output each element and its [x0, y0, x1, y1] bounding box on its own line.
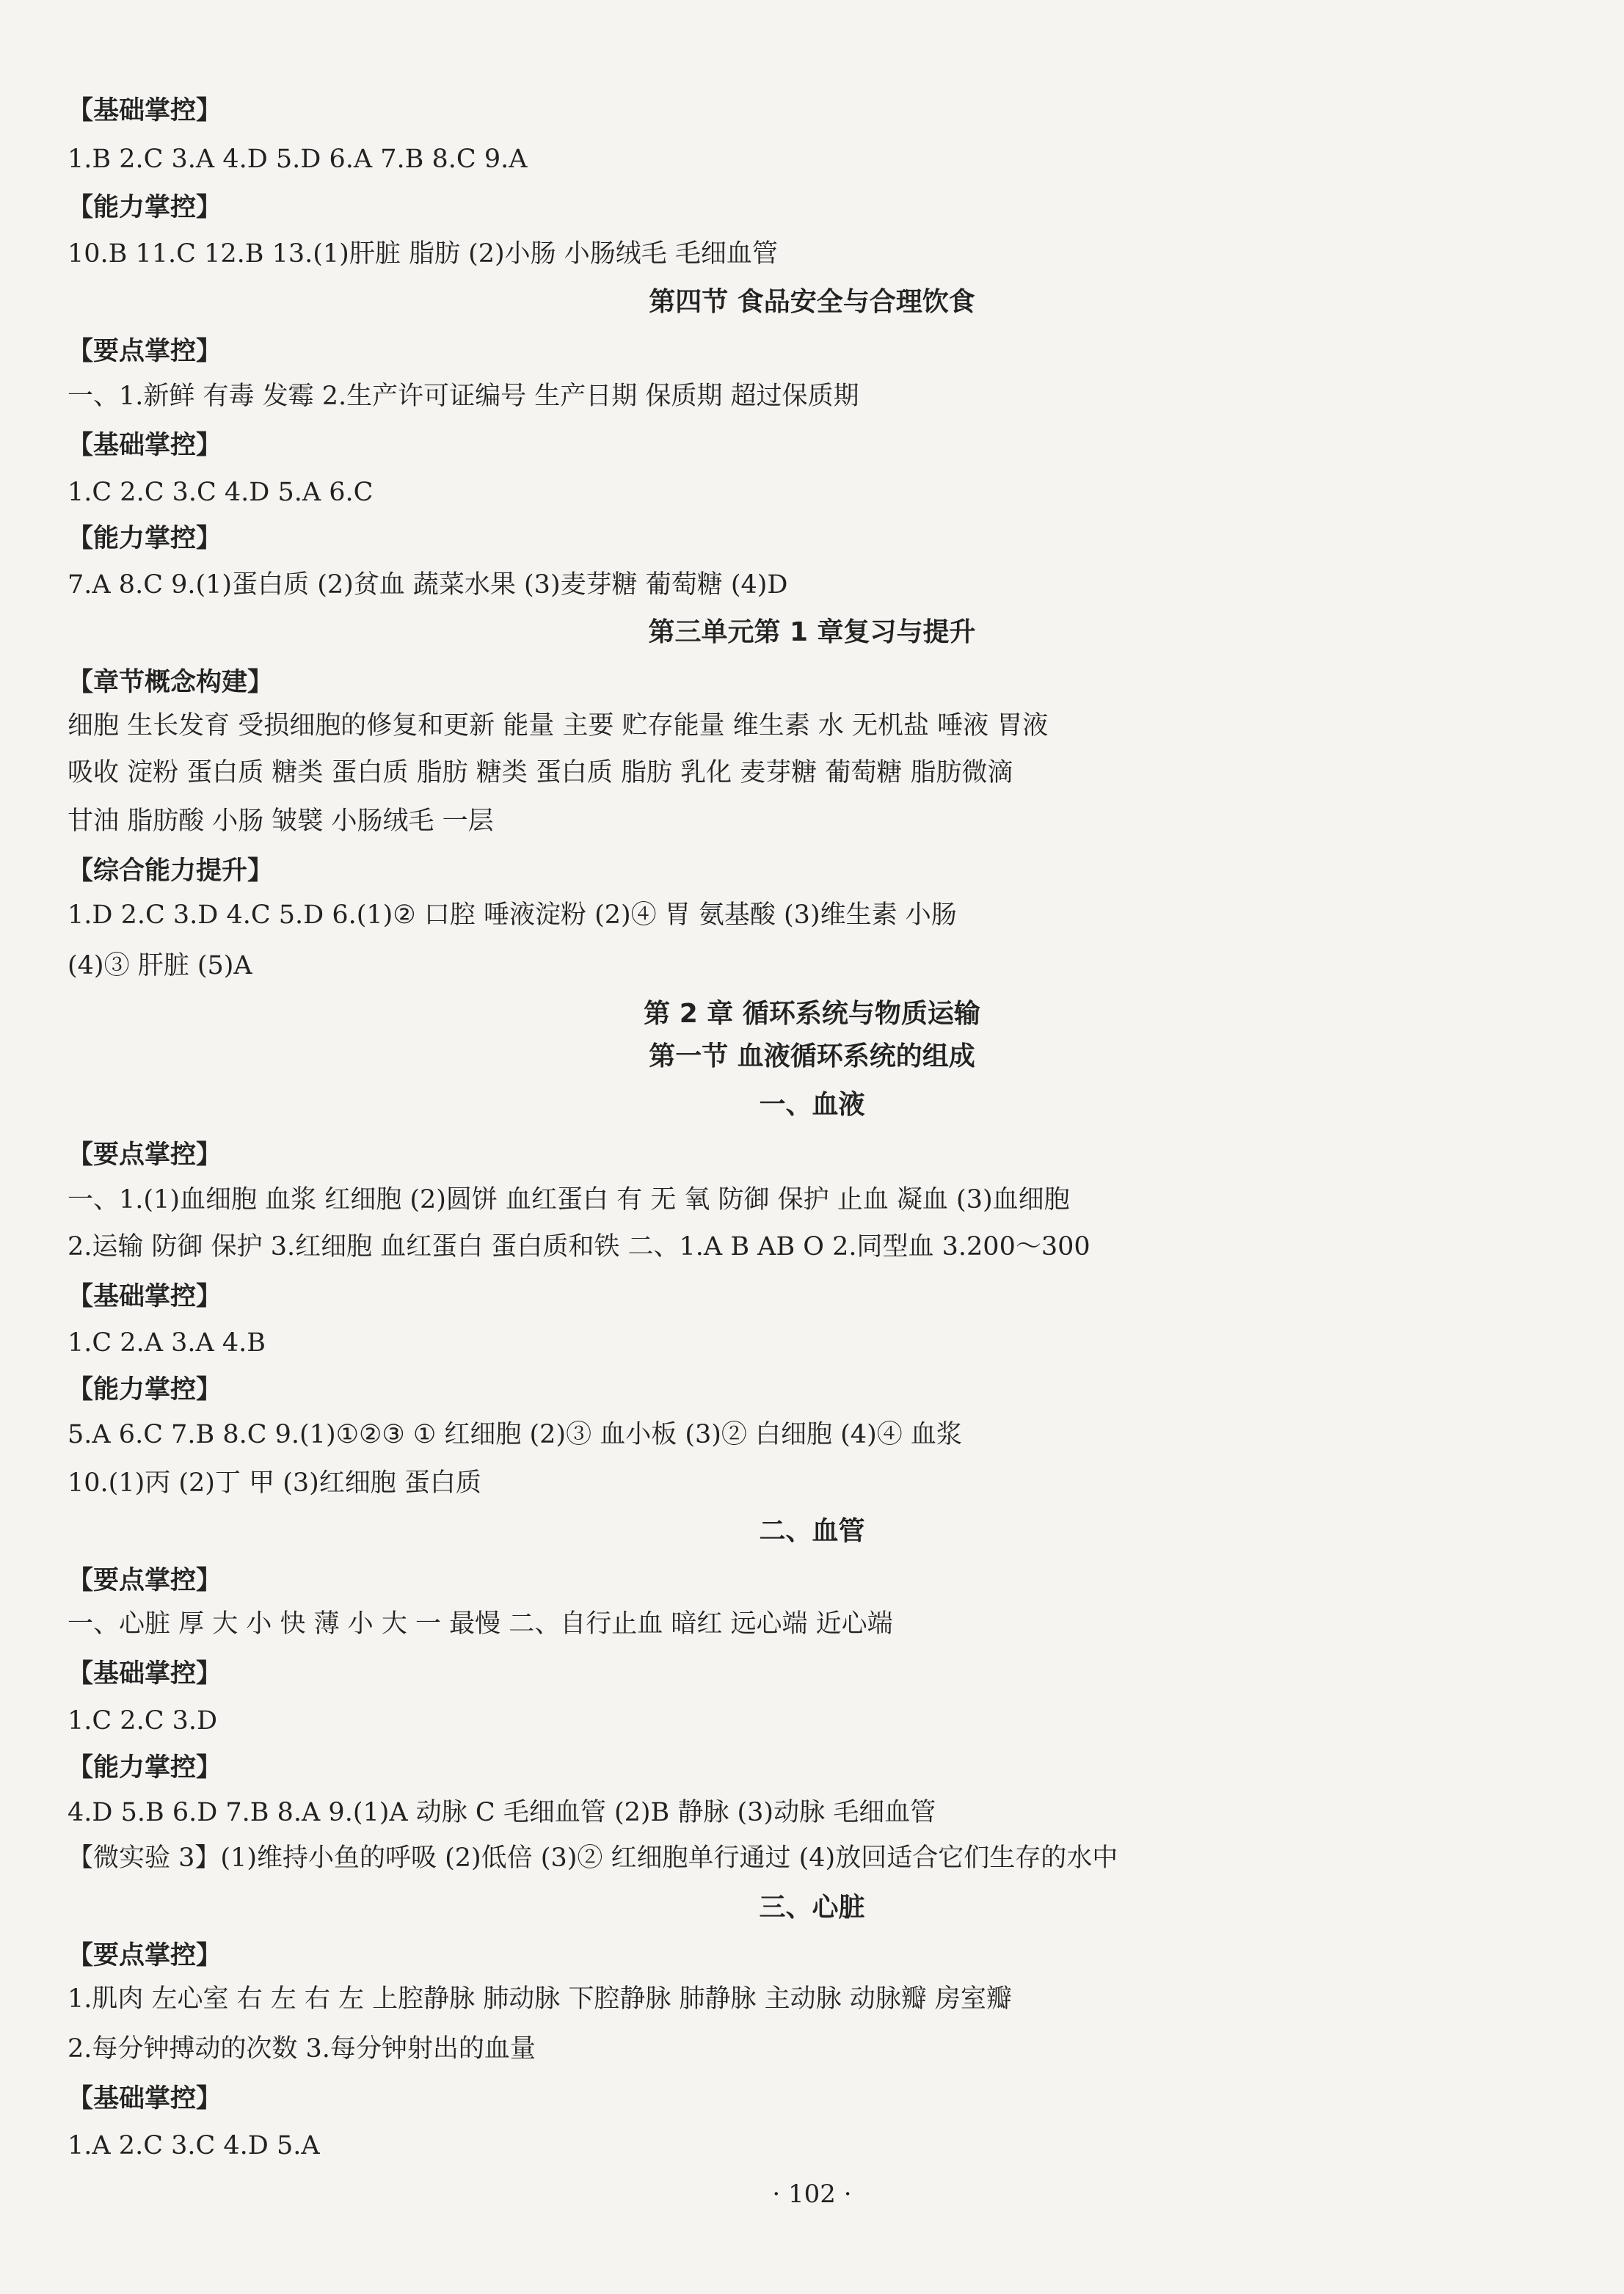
answer-line: 一、1.新鲜 有毒 发霉 2.生产许可证编号 生产日期 保质期 超过保质期 [68, 382, 859, 411]
section-label: 【能力掌控】 [68, 524, 222, 553]
answer-line: 1.A 2.C 3.C 4.D 5.A [68, 2131, 320, 2160]
answer-line: 1.C 2.C 3.D [68, 1706, 218, 1736]
answer-line: 1.C 2.C 3.C 4.D 5.A 6.C [68, 478, 374, 507]
section-label: 【能力掌控】 [68, 1375, 222, 1405]
answer-line: 4.D 5.B 6.D 7.B 8.A 9.(1)A 动脉 C 毛细血管 (2)B 静脉 (3)动脉 毛细血管 [68, 1798, 936, 1827]
chapter-title: 第 2 章 循环系统与物质运输 [644, 999, 980, 1029]
answer-line: 吸收 淀粉 蛋白质 糖类 蛋白质 脂肪 糖类 蛋白质 脂肪 乳化 麦芽糖 葡萄糖 脂肪微滴 [68, 758, 1013, 787]
answer-line: 2.运输 防御 保护 3.红细胞 血红蛋白 蛋白质和铁 二、1.A B AB O 2.同型血 3.200～300 [68, 1232, 1090, 1261]
subsection-title: 二、血管 [759, 1516, 865, 1546]
answer-line: 5.A 6.C 7.B 8.C 9.(1)①②③ ① 红细胞 (2)③ 血小板 (3)② 白细胞 (4)④ 血浆 [68, 1420, 962, 1449]
section-label: 【基础掌控】 [68, 2084, 222, 2113]
answer-line: (4)③ 肝脏 (5)A [68, 951, 252, 980]
section-label: 【能力掌控】 [68, 193, 222, 222]
answer-line: 1.D 2.C 3.D 4.C 5.D 6.(1)② 口腔 唾液淀粉 (2)④ 胃 氨基酸 (3)维生素 小肠 [68, 900, 957, 930]
answer-line: 2.每分钟搏动的次数 3.每分钟射出的血量 [68, 2034, 536, 2064]
section-label: 【综合能力提升】 [68, 856, 274, 886]
answer-line: 7.A 8.C 9.(1)蛋白质 (2)贫血 蔬菜水果 (3)麦芽糖 葡萄糖 (4)D [68, 570, 788, 600]
section-label: 【基础掌控】 [68, 1659, 222, 1689]
section-label: 【基础掌控】 [68, 1282, 222, 1311]
answer-line: 1.肌肉 左心室 右 左 右 左 上腔静脉 肺动脉 下腔静脉 肺静脉 主动脉 动脉瓣 房室瓣 [68, 1984, 1012, 2014]
subsection-title: 一、血液 [759, 1090, 865, 1120]
section-label: 【章节概念构建】 [68, 668, 274, 697]
answer-line: 一、1.(1)血细胞 血浆 红细胞 (2)圆饼 血红蛋白 有 无 氧 防御 保护 止血 凝血 (3)血细胞 [68, 1185, 1070, 1215]
section-label: 【能力掌控】 [68, 1753, 222, 1783]
subsection-title: 三、心脏 [759, 1893, 865, 1923]
answer-line: 1.C 2.A 3.A 4.B [68, 1328, 266, 1358]
answer-line: 细胞 生长发育 受损细胞的修复和更新 能量 主要 贮存能量 维生素 水 无机盐 唾液 胃液 [68, 711, 1049, 740]
answer-line: 一、心脏 厚 大 小 快 薄 小 大 一 最慢 二、自行止血 暗红 远心端 近心端 [68, 1609, 893, 1639]
section-label: 【基础掌控】 [68, 431, 222, 460]
answer-line: 10.B 11.C 12.B 13.(1)肝脏 脂肪 (2)小肠 小肠绒毛 毛细血管 [68, 239, 778, 269]
answer-line: 甘油 脂肪酸 小肠 皱襞 小肠绒毛 一层 [68, 806, 494, 836]
section-label: 【要点掌控】 [68, 1566, 222, 1595]
section-label: 【要点掌控】 [68, 337, 222, 366]
page-number: · 102 · [772, 2180, 852, 2209]
answer-line: 【微实验 3】(1)维持小鱼的呼吸 (2)低倍 (3)② 红细胞单行通过 (4)放回适合它们生存的水中 [68, 1843, 1118, 1873]
answer-line: 1.B 2.C 3.A 4.D 5.D 6.A 7.B 8.C 9.A [68, 145, 528, 174]
section-label: 【要点掌控】 [68, 1140, 222, 1170]
section-label: 【基础掌控】 [68, 96, 222, 125]
section-title: 第四节 食品安全与合理饮食 [649, 287, 975, 317]
section-title: 第一节 血液循环系统的组成 [649, 1041, 975, 1071]
section-label: 【要点掌控】 [68, 1941, 222, 1970]
section-title: 第三单元第 1 章复习与提升 [648, 617, 976, 647]
answer-line: 10.(1)丙 (2)丁 甲 (3)红细胞 蛋白质 [68, 1468, 481, 1498]
